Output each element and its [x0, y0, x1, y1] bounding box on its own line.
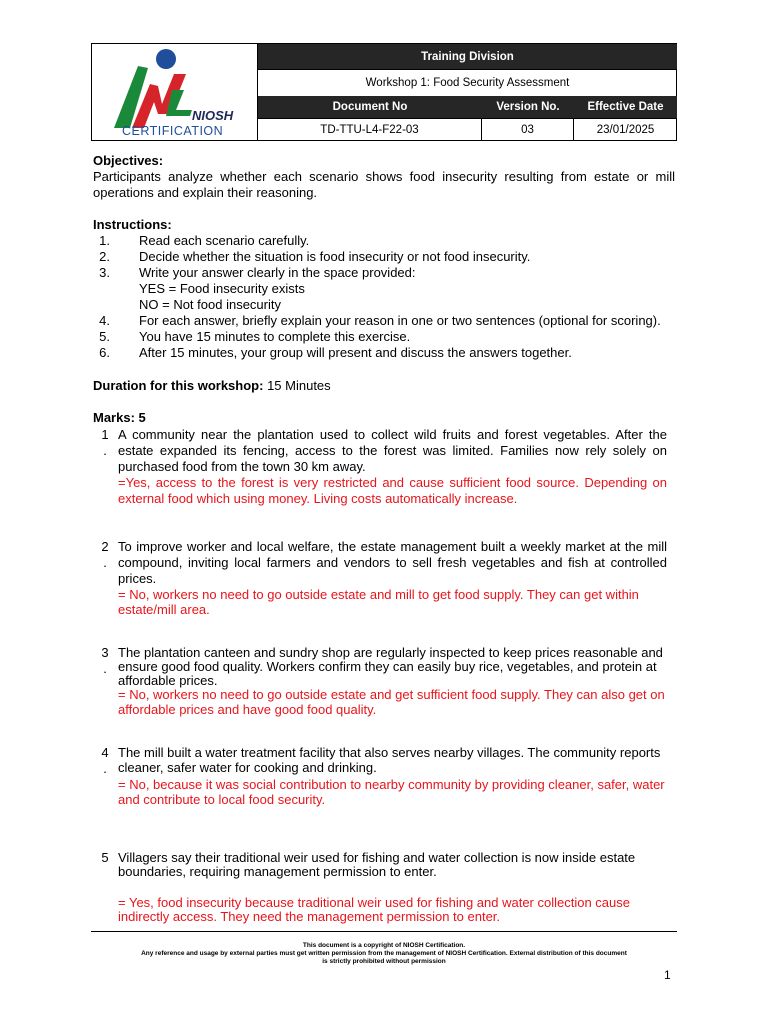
- question-number-dot: .: [103, 761, 107, 776]
- objectives-line-1: Participants analyze whether each scenario shows food insecurity resulting from estate or mill: [93, 169, 675, 184]
- question-line: boundaries, requiring management permission to enter.: [118, 864, 437, 879]
- instruction-subitem-yes: YES = Food insecurity exists: [139, 281, 305, 296]
- effective-date-header: Effective Date: [587, 101, 664, 113]
- question-number-dot: .: [103, 661, 107, 676]
- instruction-item: After 15 minutes, your group will present and discuss the answers together.: [139, 345, 572, 360]
- question-line: purchased food from the town 30 km away.: [118, 459, 366, 474]
- question-line: A community near the plantation used to collect wild fruits and forest vegetables. After the: [118, 427, 667, 442]
- question-number: 4: [101, 745, 109, 760]
- duration-label: Duration for this workshop:: [93, 378, 264, 393]
- page-number: 1: [664, 968, 671, 982]
- question-number: 3: [101, 645, 109, 660]
- question-number-dot: .: [103, 443, 107, 458]
- question-number: 2: [101, 539, 109, 554]
- effective-date-value: 23/01/2025: [596, 124, 655, 136]
- instruction-number: 2.: [99, 249, 110, 264]
- answer-line: =Yes, access to the forest is very restricted and cause sufficient food source. Depending on: [118, 475, 667, 490]
- niosh-logo-icon: [92, 44, 256, 140]
- instruction-number: 4.: [99, 313, 110, 328]
- header-columns-row: [258, 96, 677, 118]
- objectives-line-2: operations and explain their reasoning.: [93, 185, 318, 200]
- instructions-heading: Instructions:: [93, 217, 172, 232]
- question-number-dot: .: [103, 555, 107, 570]
- question-line: The plantation canteen and sundry shop are regularly inspected to keep prices reasonable and: [118, 645, 663, 660]
- question-line: cleaner, safer water for cooking and drinking.: [118, 760, 377, 775]
- answer-line: external food which using money. Living costs automatically increase.: [118, 491, 518, 506]
- question-line: The mill built a water treatment facility that also serves nearby villages. The community reports: [118, 745, 661, 760]
- duration-line: [93, 378, 331, 394]
- document-no-value: TD-TTU-L4-F22-03: [258, 119, 482, 141]
- question-line: compound, inviting local farmers and vendors to sell fresh vegetables and fish at controlled: [118, 555, 667, 570]
- answer-line: = No, workers no need to go outside estate and mill to get food supply. They can get within: [118, 587, 639, 602]
- niosh-certification-logo: [92, 44, 258, 140]
- answer-line: estate/mill area.: [118, 602, 210, 617]
- svg-text:NIOSH: NIOSH: [192, 108, 234, 123]
- marks-label: Marks: 5: [93, 410, 146, 425]
- instruction-subitem-no: NO = Not food insecurity: [139, 297, 281, 312]
- footer-divider: [91, 931, 677, 932]
- answer-line: = No, workers no need to go outside estate and get sufficient food supply. They can also get on: [118, 687, 665, 702]
- footer-copyright: This document is a copyright of NIOSH Certification.: [302, 942, 466, 949]
- document-header-table: [91, 43, 677, 141]
- document-no-header: Document No: [332, 101, 408, 113]
- training-division-cell: Training Division: [258, 44, 677, 69]
- answer-line: = Yes, food insecurity because traditional weir used for fishing and water collection cause: [118, 895, 630, 910]
- objectives-heading: Objectives:: [93, 153, 164, 168]
- question-line: affordable prices.: [118, 673, 218, 688]
- answer-line: indirectly access. They need the management permission to enter.: [118, 909, 501, 924]
- question-number: 1: [101, 427, 109, 442]
- instruction-item: You have 15 minutes to complete this exercise.: [139, 329, 411, 344]
- question-line: To improve worker and local welfare, the estate management built a weekly market at the mill: [118, 539, 667, 554]
- instruction-number: 3.: [99, 265, 110, 280]
- header-values-row: [258, 118, 677, 141]
- instruction-number: 1.: [99, 233, 110, 248]
- question-line: estate expanded its fencing, access to the forest was limited. Families now rely solely on: [118, 443, 667, 458]
- instruction-number: 6.: [99, 345, 110, 360]
- workshop-title-cell: Workshop 1: Food Security Assessment: [258, 69, 677, 96]
- instruction-item: For each answer, briefly explain your reason in one or two sentences (optional for scoring).: [139, 313, 661, 328]
- answer-line: and contribute to local food security.: [118, 792, 326, 807]
- instruction-item: Decide whether the situation is food insecurity or not food insecurity.: [139, 249, 531, 264]
- version-no-header: Version No.: [496, 101, 560, 113]
- question-line: prices.: [118, 571, 157, 586]
- answer-line: affordable prices and have good food quality.: [118, 702, 377, 717]
- duration-value: 15 Minutes: [263, 378, 331, 393]
- svg-text:CERTIFICATION: CERTIFICATION: [122, 124, 224, 138]
- instruction-item: Write your answer clearly in the space provided:: [139, 265, 416, 280]
- instruction-number: 5.: [99, 329, 110, 344]
- question-number: 5: [101, 850, 109, 865]
- footer-distribution-notice: is strictly prohibited without permission: [322, 958, 446, 965]
- version-no-value: 03: [482, 119, 574, 141]
- footer-usage-notice: Any reference and usage by external parties must get written permission from the management of NIOSH Certification. External distribution of this document: [141, 950, 627, 957]
- instruction-item: Read each scenario carefully.: [139, 233, 310, 248]
- question-line: ensure good food quality. Workers confirm they can easily buy rice, vegetables, and protein at: [118, 659, 657, 674]
- question-line: Villagers say their traditional weir used for fishing and water collection is now inside estate: [118, 850, 636, 865]
- answer-line: = No, because it was social contribution to nearby community by providing cleaner, safer, water: [118, 777, 665, 792]
